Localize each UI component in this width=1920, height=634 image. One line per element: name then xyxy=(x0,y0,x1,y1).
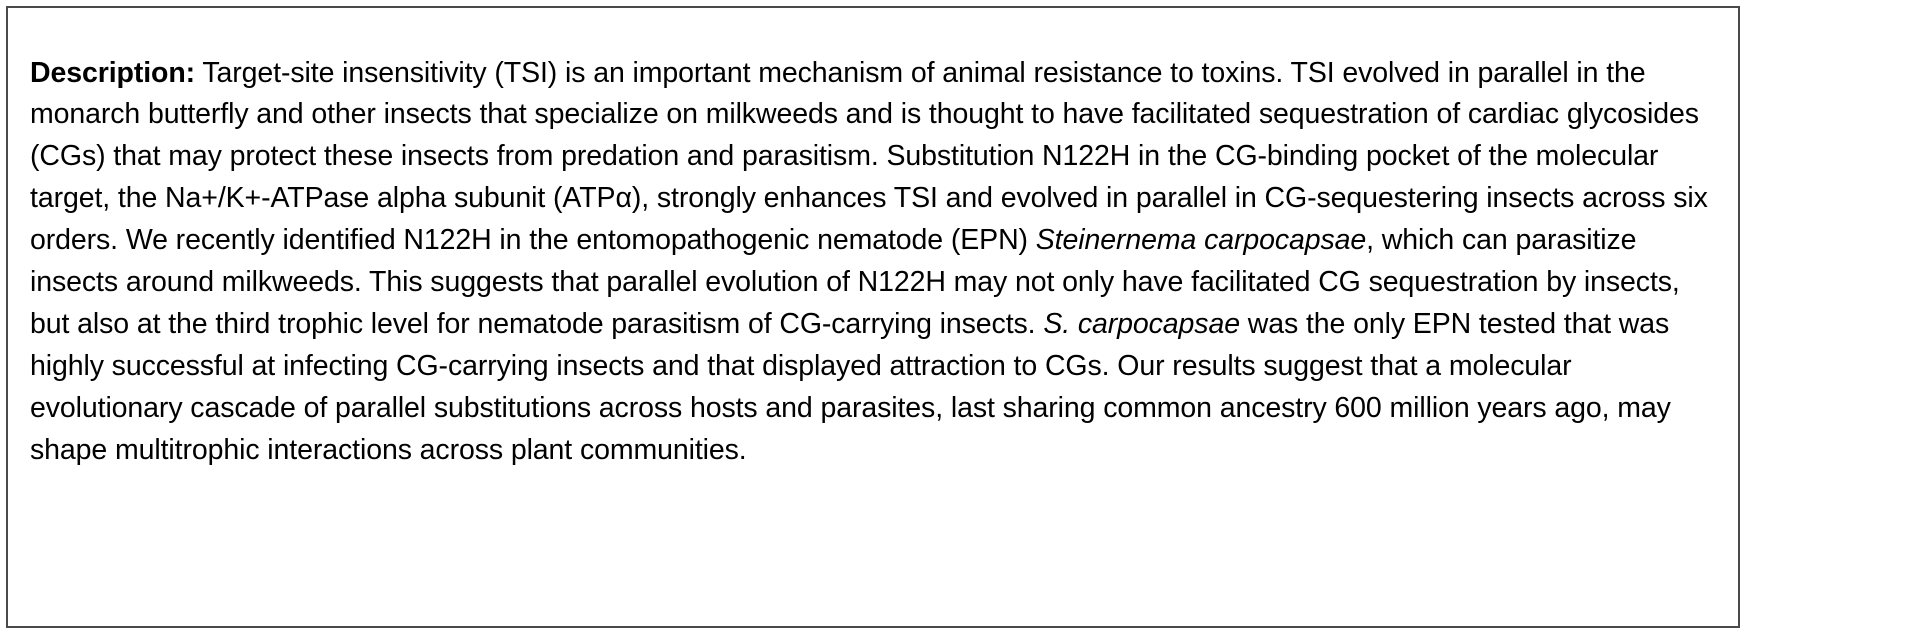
description-paragraph xyxy=(30,53,1716,472)
description-segment-3: , which can parasitize insects around milkweeds. This suggests that parallel evolution of N122H may not only have facilitated CG sequestration by insects, but also at the third trophic level for nematode parasitism of CG-carrying insects. xyxy=(30,224,1680,340)
description-label: Description: xyxy=(30,56,196,89)
description-segment-4-italic: S. carpocapsae xyxy=(1043,307,1240,340)
description-segment-5: was the only EPN tested that was highly successful at infecting CG-carrying insects and that displayed attraction to CGs. Our results suggest that a molecular evolutionary cascade of parallel substitutions across hosts and parasites, last sharing common ancestry 600 million years ago, may shape multitrophic interactions across plant communities. xyxy=(30,307,1671,466)
description-segment-2-italic: Steinernema carpocapsae xyxy=(1035,224,1367,257)
description-segment-1: Target-site insensitivity (TSI) is an important mechanism of animal resistance to toxins. TSI evolved in parallel in the monarch butterfly and other insects that specialize on milkweeds and is thought to have facilitated sequestration of cardiac glycosides (CGs) that may protect these insects from predation and parasitism. Substitution N122H in the CG-binding pocket of the molecular target, the Na+/K+-ATPase alpha subunit (ATPα), strongly enhances TSI and evolved in parallel in CG-sequestering insects across six orders. We recently identified N122H in the entomopathogenic nematode (EPN) xyxy=(30,56,1708,257)
description-box xyxy=(6,6,1740,628)
